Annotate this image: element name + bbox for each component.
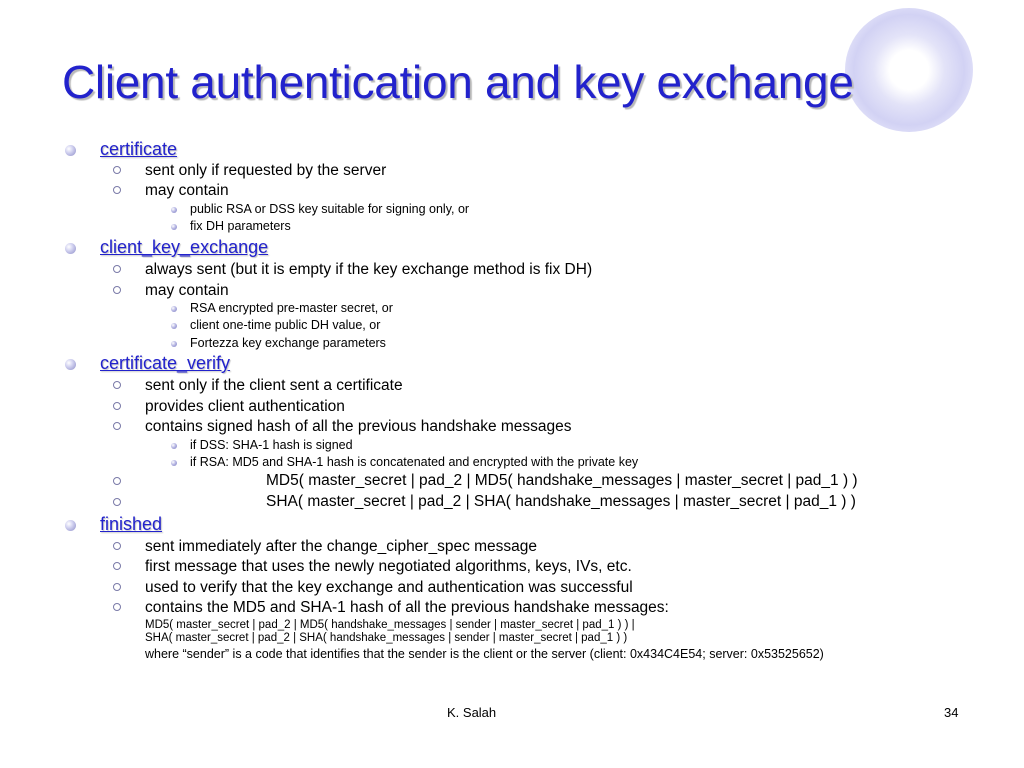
level2-bullet-icon [113, 562, 121, 570]
note-line: MD5( master_secret | pad_2 | MD5( handshake_messages | sender | master_secret | pad_1 ) ) | [145, 619, 635, 631]
bullet-item: sent only if requested by the server [145, 162, 387, 179]
level1-bullet-icon [65, 520, 76, 531]
section-heading-finished: finished [100, 514, 163, 534]
formula-md5: MD5( master_secret | pad_2 | MD5( handshake_messages | master_secret | pad_1 ) ) [266, 472, 858, 489]
level2-bullet-icon [113, 603, 121, 611]
level2-bullet-icon [113, 422, 121, 430]
note-line: where “sender” is a code that identifies that the sender is the client or the server (client: 0x434C4E54; server: 0x53525652) [145, 647, 824, 661]
level2-bullet-icon [113, 477, 121, 485]
bullet-item: sent only if the client sent a certificate [145, 377, 403, 394]
level2-bullet-icon [113, 265, 121, 273]
level3-bullet-icon [171, 306, 177, 312]
level3-bullet-icon [171, 207, 177, 213]
slide-title: Client authentication and key exchange [62, 56, 854, 108]
bullet-item: may contain [145, 282, 229, 299]
level1-bullet-icon [65, 243, 76, 254]
level2-bullet-icon [113, 583, 121, 591]
sub-bullet-item: RSA encrypted pre-master secret, or [190, 301, 393, 315]
sub-bullet-item: fix DH parameters [190, 219, 291, 233]
level3-bullet-icon [171, 224, 177, 230]
level2-bullet-icon [113, 186, 121, 194]
level3-bullet-icon [171, 341, 177, 347]
bullet-item: contains signed hash of all the previous handshake messages [145, 418, 572, 435]
page-number: 34 [944, 705, 959, 720]
bullet-item: sent immediately after the change_cipher_spec message [145, 538, 538, 555]
bullet-item: provides client authentication [145, 398, 345, 415]
level3-bullet-icon [171, 443, 177, 449]
section-heading-client-key-exchange: client_key_exchange [100, 237, 269, 257]
sub-bullet-item: if DSS: SHA-1 hash is signed [190, 438, 353, 452]
sub-bullet-item: client one-time public DH value, or [190, 318, 381, 332]
level1-bullet-icon [65, 145, 76, 156]
sub-bullet-item: public RSA or DSS key suitable for signing only, or [190, 202, 470, 216]
level3-bullet-icon [171, 323, 177, 329]
section-heading-certificate-verify: certificate_verify [100, 353, 231, 373]
level2-bullet-icon [113, 498, 121, 506]
section-heading-certificate: certificate [100, 139, 178, 159]
footer-author: K. Salah [447, 705, 497, 720]
level2-bullet-icon [113, 402, 121, 410]
bullet-item: may contain [145, 182, 229, 199]
sub-bullet-item: Fortezza key exchange parameters [190, 336, 386, 350]
level2-bullet-icon [113, 542, 121, 550]
bullet-item: first message that uses the newly negotiated algorithms, keys, IVs, etc. [145, 558, 632, 575]
sub-bullet-item: if RSA: MD5 and SHA-1 hash is concatenated and encrypted with the private key [190, 455, 639, 469]
bullet-item: used to verify that the key exchange and authentication was successful [145, 579, 633, 596]
bullet-item: always sent (but it is empty if the key exchange method is fix DH) [145, 261, 593, 278]
level2-bullet-icon [113, 286, 121, 294]
level3-bullet-icon [171, 460, 177, 466]
bullet-item: contains the MD5 and SHA-1 hash of all the previous handshake messages: [145, 599, 669, 616]
level1-bullet-icon [65, 359, 76, 370]
level2-bullet-icon [113, 381, 121, 389]
note-line: SHA( master_secret | pad_2 | SHA( handshake_messages | sender | master_secret | pad_1 ) ) [145, 632, 628, 644]
level2-bullet-icon [113, 166, 121, 174]
decorative-circle [845, 8, 973, 132]
formula-sha: SHA( master_secret | pad_2 | SHA( handshake_messages | master_secret | pad_1 ) ) [266, 493, 856, 510]
